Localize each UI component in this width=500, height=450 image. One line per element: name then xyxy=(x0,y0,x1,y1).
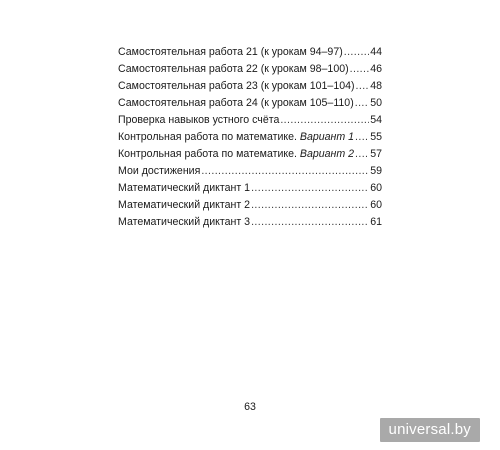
page-number: 63 xyxy=(244,401,256,413)
toc-entry-page: 46 xyxy=(370,63,382,75)
toc-entry-title: Математический диктант 3 xyxy=(118,216,251,228)
toc-entry-page: 59 xyxy=(370,165,382,177)
toc-dot-leader xyxy=(355,129,369,146)
toc-entry-page: 50 xyxy=(370,97,382,109)
toc-entry-page: 60 xyxy=(370,182,382,194)
toc-entry-page: 55 xyxy=(370,131,382,143)
toc-entry-page: 61 xyxy=(370,216,382,228)
toc-entry-title: Самостоятельная работа 22 (к урокам 98–100) xyxy=(118,63,349,75)
toc-entry xyxy=(118,180,382,197)
toc-entry-page: 54 xyxy=(370,114,382,126)
toc-dot-leader xyxy=(356,78,370,95)
table-of-contents xyxy=(118,44,382,231)
toc-entry xyxy=(118,214,382,231)
toc-entry-title: Математический диктант 1 xyxy=(118,182,251,194)
toc-entry-page: 60 xyxy=(370,199,382,211)
toc-entry-title: Самостоятельная работа 23 (к урокам 101–104) xyxy=(118,80,355,92)
toc-entry xyxy=(118,44,382,61)
toc-entry-title: Проверка навыков устного счёта xyxy=(118,114,280,126)
toc-entry-page: 57 xyxy=(370,148,382,160)
toc-entry xyxy=(118,78,382,95)
toc-entry-title: Самостоятельная работа 21 (к урокам 94–97) xyxy=(118,46,343,58)
toc-entry xyxy=(118,129,382,146)
watermark-badge: universal.by xyxy=(380,418,480,442)
toc-entry-page: 48 xyxy=(370,80,382,92)
toc-entry-title: Мои достижения xyxy=(118,165,201,177)
toc-dot-leader xyxy=(251,197,369,214)
toc-dot-leader xyxy=(355,95,369,112)
toc-entry-page: 44 xyxy=(370,46,382,58)
toc-entry-title: Контрольная работа по математике. Вариант 1 xyxy=(118,131,355,143)
toc-entry-title: Контрольная работа по математике. Вариант 2 xyxy=(118,148,355,160)
toc-dot-leader xyxy=(344,44,369,61)
toc-entry xyxy=(118,112,382,129)
toc-dot-leader xyxy=(355,146,369,163)
toc-entry xyxy=(118,197,382,214)
toc-dot-leader xyxy=(280,112,369,129)
toc-dot-leader xyxy=(251,180,369,197)
toc-dot-leader xyxy=(251,214,369,231)
toc-entry xyxy=(118,61,382,78)
toc-dot-leader xyxy=(201,163,369,180)
toc-entry xyxy=(118,95,382,112)
toc-entry-title: Математический диктант 2 xyxy=(118,199,251,211)
toc-entry xyxy=(118,146,382,163)
toc-entry xyxy=(118,163,382,180)
toc-dot-leader xyxy=(350,61,370,78)
toc-entry-title: Самостоятельная работа 24 (к урокам 105–110) xyxy=(118,97,354,109)
